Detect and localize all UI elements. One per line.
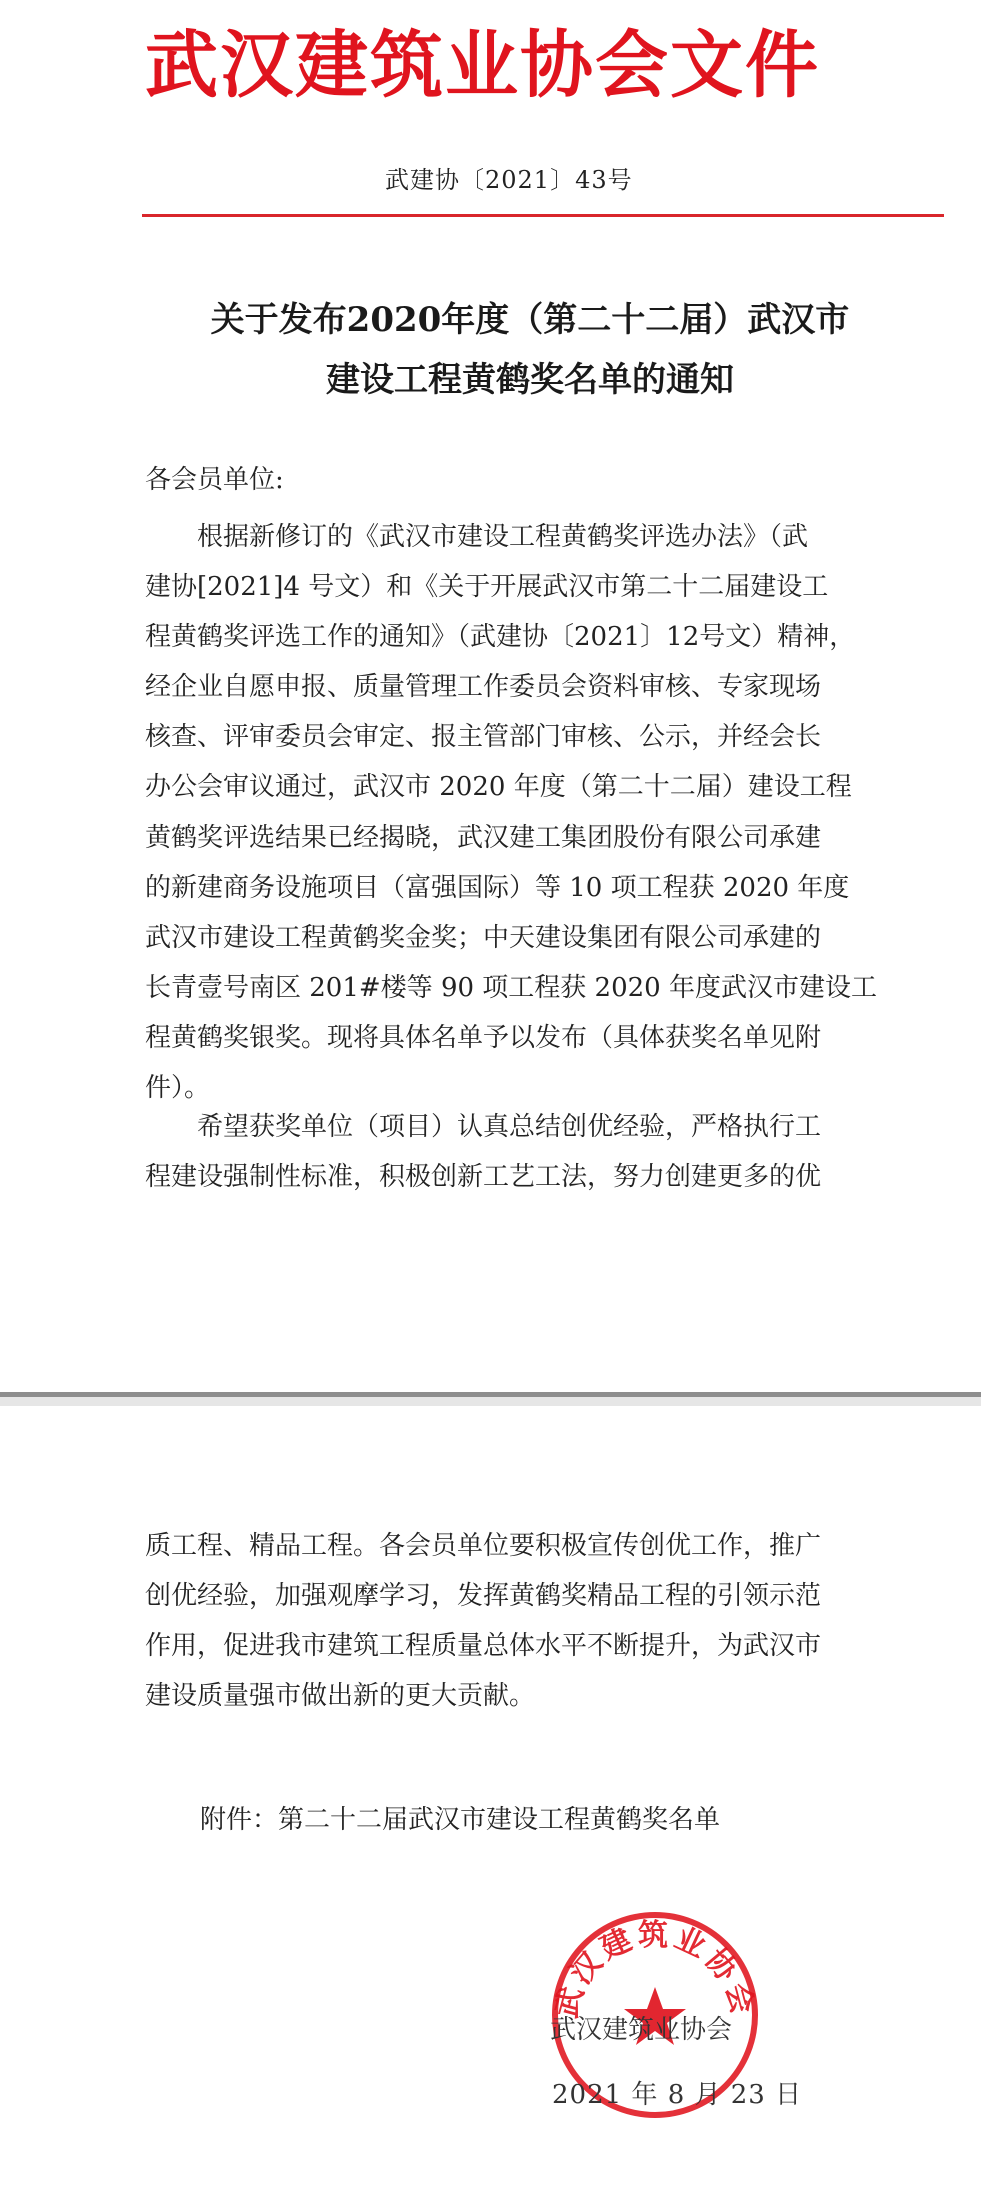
text-line: 建协[2021]4 号文）和《关于开展武汉市第二十二届建设工 [145,572,829,603]
text-line: 长青壹号南区 201#楼等 90 项工程获 2020 年度武汉市建设工 [145,972,877,1003]
text-line: 作用，促进我市建筑工程质量总体水平不断提升，为武汉市 [145,1631,822,1662]
text-line: 根据新修订的《武汉市建设工程黄鹤奖评选办法》（武 [145,522,809,552]
text-line: 程黄鹤奖银奖。现将具体名单予以发布（具体获奖名单见附 [145,1022,822,1053]
svg-text:武汉建筑业协会: 武汉建筑业协会 [549,1918,761,2022]
attachment-note: 附件：第二十二届武汉市建设工程黄鹤奖名单 [200,1805,721,1835]
text-line: 程建设强制性标准，积极创新工艺工法，努力创建更多的优 [145,1162,822,1193]
text-line: 创优经验，加强观摩学习，发挥黄鹤奖精品工程的引领示范 [145,1581,822,1612]
org-document-header: 武汉建筑业协会文件 [145,22,820,108]
text-line: 建设质量强市做出新的更大贡献。 [145,1681,536,1712]
notice-title-line-2: 建设工程黄鹤奖名单的通知 [326,360,734,400]
paragraph-1 [145,512,905,1113]
text-line: 武汉市建设工程黄鹤奖金奖；中天建设集团有限公司承建的 [145,922,822,953]
salutation: 各会员单位: [145,465,284,495]
text-line: 黄鹤奖评选结果已经揭晓，武汉建工集团股份有限公司承建 [145,822,822,853]
document-number: 武建协〔2021〕43号 [385,166,633,194]
text-line: 程黄鹤奖评选工作的通知》（武建协〔2021〕12号文）精神， [145,622,856,653]
text-line: 质工程、精品工程。各会员单位要积极宣传创优工作，推广 [145,1531,822,1561]
text-line: 核查、评审委员会审定、报主管部门审核、公示，并经会长 [145,722,822,753]
text-line: 件）。 [145,1073,211,1104]
text-line: 希望获奖单位（项目）认真总结创优经验，严格执行工 [145,1112,822,1142]
header-red-rule [142,214,944,217]
paragraph-3 [145,1521,905,1721]
text-line: 办公会审议通过，武汉市 2020 年度（第二十二届）建设工程 [145,772,852,803]
signature-date: 2021 年 8 月 23 日 [552,2080,803,2110]
notice-title-line-1: 关于发布2020年度（第二十二届）武汉市 [210,300,850,340]
notice-title [150,290,910,410]
text-line: 经企业自愿申报、质量管理工作委员会资料审核、专家现场 [145,672,822,703]
paragraph-2 [145,1102,905,1202]
text-line: 的新建商务设施项目（富强国际）等 10 项工程获 2020 年度 [145,872,850,903]
page-divider [0,1392,981,1406]
signature-organization: 武汉建筑业协会 [550,2015,733,2045]
